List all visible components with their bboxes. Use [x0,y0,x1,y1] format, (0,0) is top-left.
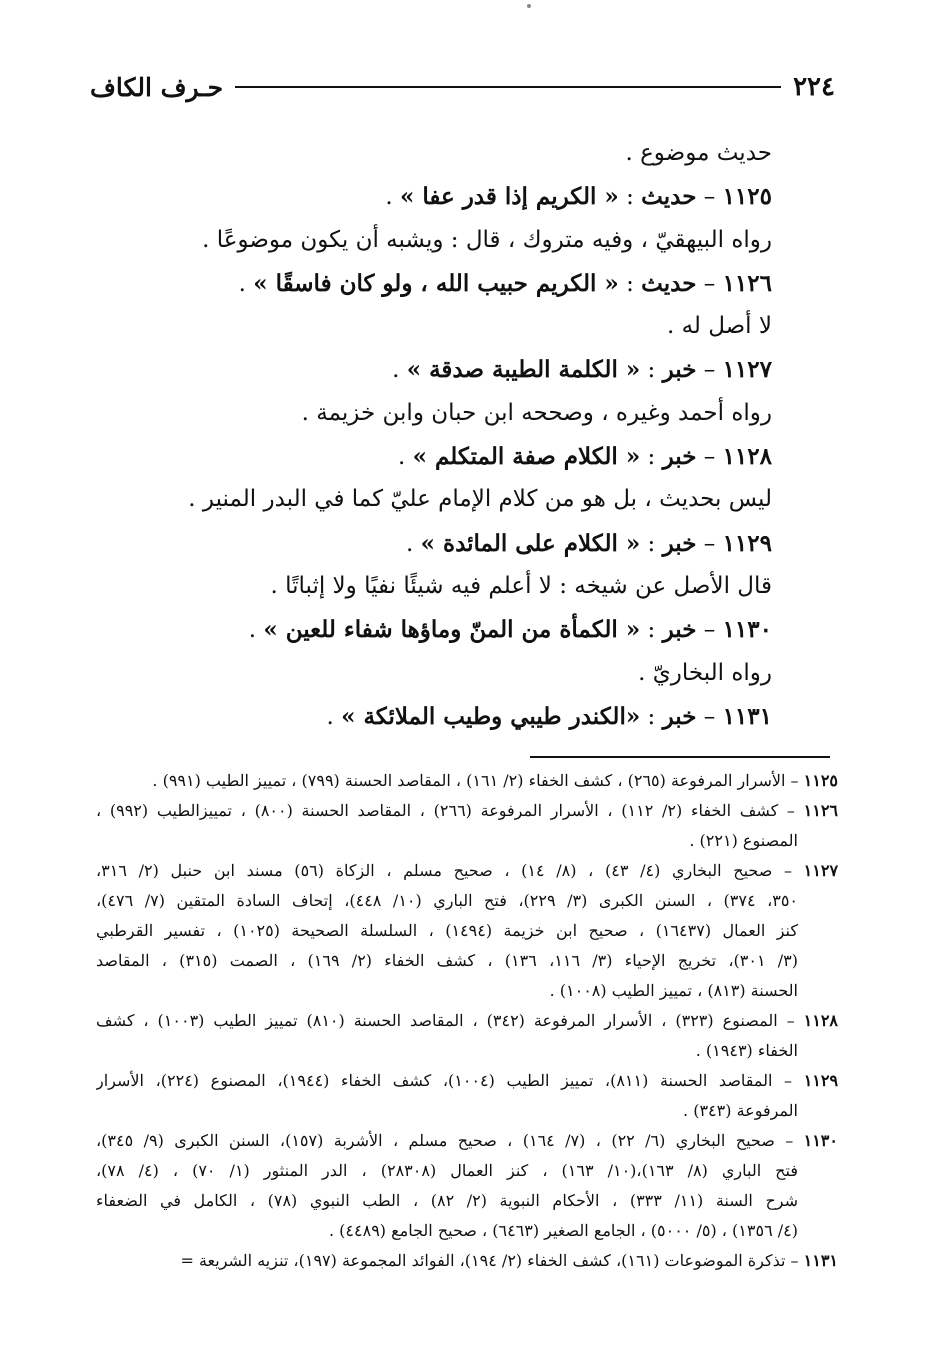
entry-number: ١١٢٦ [722,269,772,297]
hadith-quote: « الكريم إذا قدر عفا » [399,183,619,211]
entry-end: . [248,617,257,644]
entry-label: خبر [662,356,697,384]
entry-number: ١١٢٧ [722,356,772,384]
entry-end: . [385,184,393,211]
footnote-item: ١١٢٩ – المقاصد الحسنة (٨١١)، تمييز الطيب (١٠٠٤)، كشف الخفاء (١٩٤٤)، المصنوع (٢٢٤)، الأسرار [96,1071,838,1090]
footnote-continuation: فتح الباري (٨/ ١٦٣)،(١٠/ ١٦٣) ، كنز العمال (٢٨٣٠٨) ، الدر المنثور (١/ ٧٠) ، (٤/ ٧٨)، [96,1161,798,1180]
commentary-line: لا أصل له . [666,313,772,340]
entry-number: ١١٢٨ [722,443,772,471]
page-header [90,66,835,108]
entry-end: . [406,530,414,557]
footnote-continuation: الحسنة (٨١٣) ، تمييز الطيب (١٠٠٨) . [549,981,798,1000]
footnote-continuation: الخفاء (١٩٤٣) . [695,1041,798,1060]
commentary-line: قال الأصل عن شيخه : لا أعلم فيه شيئًا نفيًا ولا إثباتًا . [270,572,772,599]
entry-end: . [238,270,246,297]
footnote-item: ١١٢٨ – المصنوع (٣٢٣) ، الأسرار المرفوعة (٣٤٢) ، المقاصد الحسنة (٨١٠) تمييز الطيب (١٠٠٣) ، كشف [96,1011,838,1030]
footnote-item: ١١٢٦ – كشف الخفاء (٢/ ١١٢) ، الأسرار المرفوعة (٢٦٦) ، المقاصد الحسنة (٨٠٠) ، تمييزالطيب (٩٩٢) ، [96,801,838,820]
entry-label: حديث [641,269,697,297]
entry-number: ١١٣٠ [722,616,772,644]
entry-label: خبر [662,616,697,644]
hadith-quote: « الكلام صفة المتكلم » [412,443,641,471]
commentary-line: ليس بحديث ، بل هو من كلام الإمام عليّ كما في البدر المنير . [188,486,772,513]
footnote-separator [530,756,830,758]
footnote-number: ١١٢٥ [803,771,838,790]
footnote-continuation: ٣٥٠، ٣٧٤) ، السنن الكبرى (٣/ ٢٢٩)، فتح الباري (١٠/ ٤٤٨)، إتحاف السادة المتقين (٧/ ٤٧٦)، [96,891,799,910]
hadith-quote: « الكريم حبيب الله ، ولو كان فاسقًا » [253,269,619,297]
commentary-line: حديث موضوع . [625,140,772,166]
page-number: ٢٢٤ [793,72,835,102]
footnote-continuation: المرفوعة (٣٤٣) . [683,1101,798,1120]
footnote-number: ١١٢٧ [803,861,838,880]
hadith-entry: ١١٢٦ – حديث : « الكريم حبيب الله ، ولو كان فاسقًا » . [238,269,772,297]
footnote-number: ١١٢٨ [803,1011,838,1030]
footnote-continuation: شرح السنة (١١/ ٣٣٣) ، الأحكام النبوية (٢/ ٨٢) ، الطب النبوي (٧٨) ، الكامل في الضعفاء [96,1191,799,1210]
commentary-line: رواه البخاريّ . [638,659,772,686]
footnote-continuation: (٣/ ٣٠١)، تخريج الإحياء (٣/ ١١٦، ١٣٦) ، كشف الخفاء (٢/ ١٦٩) ، الصمت (٣١٥) ، المقاصد [96,951,799,970]
hadith-entry: ١١٢٩ – خبر : « الكلام على المائدة » . [406,529,772,557]
entry-end: . [392,357,400,384]
hadith-quote: « الكمأة من المنّ وماؤها شفاء للعين » [263,616,641,644]
footnote-number: ١١٢٩ [803,1071,838,1090]
footnote-continuation: كنز العمال (١٦٤٣٧) ، صحيح ابن خزيمة (١٤٩٤) ، السلسلة الصحيحة (١٠٢٥) ، تفسير القرطبي [96,921,799,940]
footnote-continuation: المصنوع (٢٢١) . [689,831,798,850]
hadith-quote: « الكلام على المائدة » [420,529,641,557]
entry-number: ١١٣١ [722,702,772,730]
entry-label: حديث [641,183,697,211]
hadith-entry: ١١٣١ – خبر : «الكندر طيبي وطيب الملائكة » . [326,702,772,730]
footnote-number: ١١٢٦ [803,801,838,820]
hadith-entry: ١١٢٧ – خبر : « الكلمة الطيبة صدقة » . [392,356,772,384]
footnote-number: ١١٣٠ [803,1131,838,1150]
commentary-line: رواه البيهقيّ ، وفيه متروك ، قال : ويشبه أن يكون موضوعًا . [202,226,772,253]
footnote-item: ١١٢٥ – الأسرار المرفوعة (٢٦٥) ، كشف الخفاء (٢/ ١٦١) ، المقاصد الحسنة (٧٩٩) ، تمييز الطيب (٩٩١) . [152,771,838,790]
hadith-quote: «الكندر طيبي وطيب الملائكة » [341,702,641,730]
entry-label: خبر [662,443,697,471]
hadith-quote: « الكلمة الطيبة صدقة » [406,356,641,384]
scan-mark [527,4,531,8]
entry-label: خبر [662,702,697,730]
footnote-number: ١١٣١ [803,1251,838,1270]
hadith-entry: ١١٢٨ – خبر : « الكلام صفة المتكلم » . [397,443,772,471]
footnote-continuation: (٤/ ١٣٥٦) ، (٥/ ٥٠٠٠) ، الجامع الصغير (٦٤٦٣) ، صحيح الجامع (٤٤٨٩) . [329,1221,798,1240]
main-text [90,132,772,738]
hadith-entry: ١١٣٠ – خبر : « الكمأة من المنّ وماؤها شفاء للعين » . [248,616,772,644]
footnote-item: ١١٢٧ – صحيح البخاري (٤/ ٤٣) ، (٨/ ١٤) ، صحيح مسلم ، الزكاة (٥٦) مسند ابن حنبل (٢/ ٣١٦، [96,861,838,880]
entry-label: خبر [662,529,697,557]
header-rule [235,86,781,88]
footnote-item: ١١٣١ – تذكرة الموضوعات (١٦١)، كشف الخفاء (٢/ ١٩٤)، الفوائد المجموعة (١٩٧)، تنزيه الشريعة = [180,1251,838,1270]
chapter-title: حـرف الكاف [90,72,224,102]
entry-end: . [397,444,406,471]
entry-number: ١١٢٥ [722,183,772,211]
entry-number: ١١٢٩ [722,529,772,557]
hadith-entry: ١١٢٥ – حديث : « الكريم إذا قدر عفا » . [385,183,772,211]
entry-end: . [326,703,334,730]
footnote-item: ١١٣٠ – صحيح البخاري (٦/ ٢٢) ، (٧/ ١٦٤) ، صحيح مسلم ، الأشربة (١٥٧)، السنن الكبرى (٩/ ٣٤٥)، [96,1131,838,1150]
footnotes [96,766,838,1276]
commentary-line: رواه أحمد وغيره ، وصححه ابن حبان وابن خزيمة . [301,399,772,426]
